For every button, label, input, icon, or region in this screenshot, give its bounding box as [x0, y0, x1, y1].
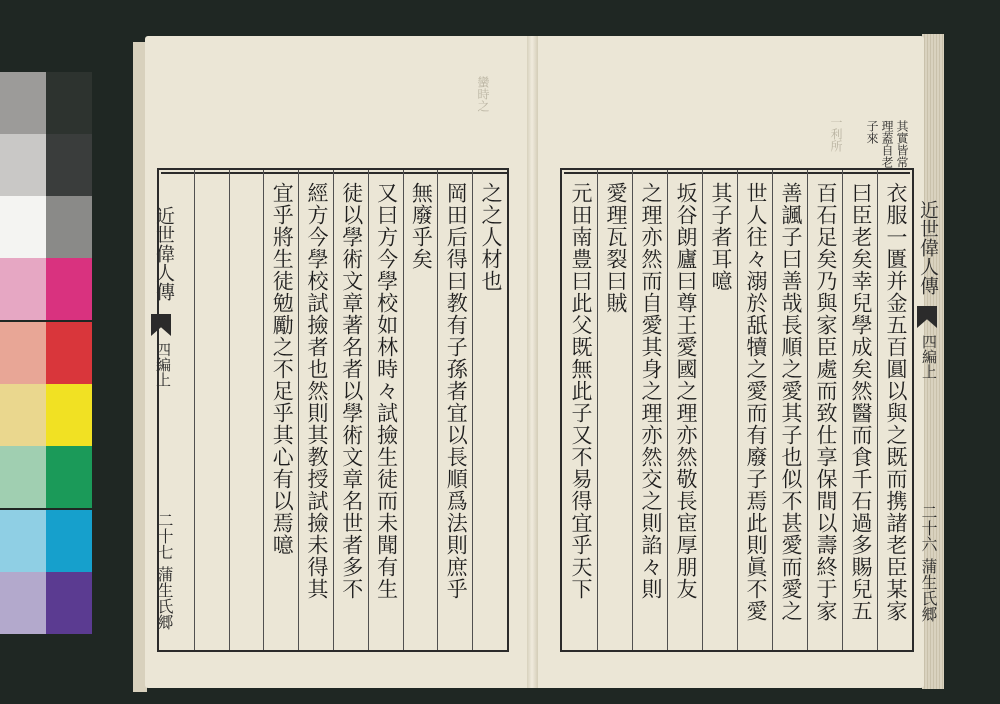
color-swatch [46, 196, 92, 258]
edge-folio: 二十七 [155, 512, 174, 560]
text-column: 善諷子曰善哉長順之愛其子也似不甚愛而愛之 [772, 170, 807, 650]
color-swatch [0, 258, 46, 320]
color-swatch [46, 510, 92, 572]
right-text-frame [560, 168, 914, 652]
text-column: 世人往々溺於舐犢之愛而有廢子焉此則眞不愛 [737, 170, 772, 650]
color-swatch [46, 258, 92, 320]
text-column: 之之人材也 [472, 170, 507, 650]
bleed-through-text: 蠻時之 [476, 76, 490, 112]
color-swatch [46, 134, 92, 196]
color-swatch [46, 322, 92, 384]
right-edge-book-title: 近世偉人傳 [917, 200, 939, 295]
bleed-through-text: 一利所 [829, 116, 843, 152]
edge-section: 四編上 [154, 342, 172, 387]
text-column: 愛理瓦裂曰賊 [597, 170, 632, 650]
color-swatch [0, 572, 46, 634]
color-swatch [0, 322, 46, 384]
open-book [133, 28, 953, 696]
text-column: 曰臣老矣幸兒學成矣然醫而食千石過多賜兒五 [842, 170, 877, 650]
color-calibration-card [0, 72, 93, 634]
color-swatch [0, 384, 46, 446]
text-column: 經方今學校試撿者也然則其教授試撿未得其 [298, 170, 333, 650]
text-column: 衣服一匱并金五百圓以與之既而携諸老臣某家 [877, 170, 912, 650]
color-swatch [0, 196, 46, 258]
color-swatch [46, 384, 92, 446]
text-column [159, 170, 194, 650]
text-column: 宜乎將生徒勉勵之不足乎其心有以焉噫 [263, 170, 298, 650]
left-text-frame [157, 168, 509, 652]
color-swatch [0, 510, 46, 572]
text-column: 之理亦然而自愛其身之理亦然交之則諂々則 [632, 170, 667, 650]
right-edge-author: 蒲生氏郷 [919, 558, 938, 622]
right-edge-folio: 二十六 [919, 504, 938, 552]
text-column [229, 170, 264, 650]
color-swatch [46, 72, 92, 134]
text-column: 岡田后得曰教有子孫者宜以長順爲法則庶乎 [437, 170, 472, 650]
edge-book-title: 近世偉人傳 [153, 206, 175, 301]
text-column: 坂谷朗廬曰尊王愛國之理亦然敬長宦厚朋友 [667, 170, 702, 650]
head-annotation-3: 子來 [865, 120, 879, 144]
text-column: 又曰方今學校如林時々試撿生徒而未聞有生 [368, 170, 403, 650]
text-column: 百石足矣乃與家臣處而致仕享保間以壽終于家 [807, 170, 842, 650]
head-annotation-1: 其實皆常 [895, 120, 909, 168]
color-swatch [0, 446, 46, 508]
color-swatch [0, 134, 46, 196]
head-annotation-2: 理蓋自老 [880, 120, 894, 168]
color-swatch [46, 446, 92, 508]
edge-author: 蒲生氏郷 [155, 566, 174, 630]
text-column: 其子者耳噫 [702, 170, 737, 650]
right-edge-section: 四編上 [920, 334, 938, 379]
text-column [194, 170, 229, 650]
text-column: 元田南豊曰此父既無此子又不易得宜乎天下 [569, 182, 593, 600]
book-gutter [527, 36, 538, 688]
color-swatch [46, 572, 92, 634]
text-column: 無廢乎矣 [403, 170, 438, 650]
text-column: 徒以學術文章著名者以學術文章名世者多不 [333, 170, 368, 650]
color-swatch [0, 72, 46, 134]
